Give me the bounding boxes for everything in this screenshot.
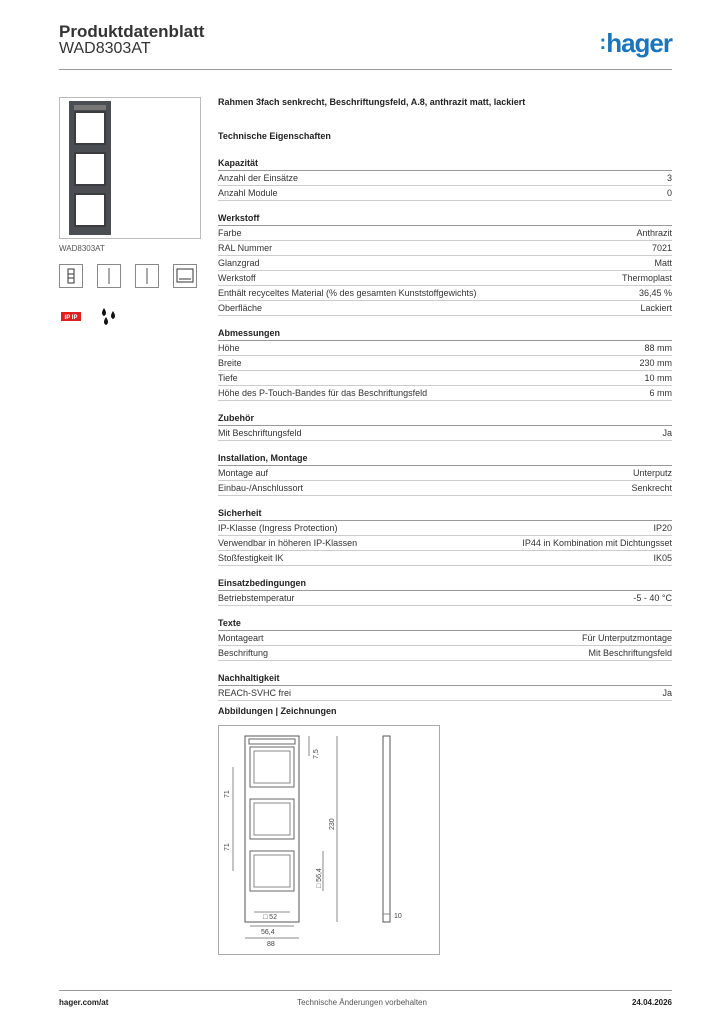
spec-label: Tiefe <box>218 373 238 383</box>
footer-disclaimer: Technische Änderungen vorbehalten <box>297 998 427 1007</box>
spec-label: Werkstoff <box>218 273 256 283</box>
spec-label: Anzahl der Einsätze <box>218 173 299 183</box>
product-image <box>59 97 201 239</box>
spec-row <box>218 686 672 701</box>
spec-label: Glanzgrad <box>218 258 260 268</box>
group-heading: Werkstoff <box>218 211 672 226</box>
spec-row <box>218 481 672 496</box>
spec-row <box>218 371 672 386</box>
spec-label: Breite <box>218 358 242 368</box>
spec-value: 7021 <box>651 243 672 253</box>
spec-label: Oberfläche <box>218 303 263 313</box>
spec-label: Montageart <box>218 633 264 643</box>
product-image-caption: WAD8303AT <box>59 244 105 253</box>
spec-label: Einbau-/Anschlussort <box>218 483 304 493</box>
spec-label: REACh-SVHC frei <box>218 688 292 698</box>
spec-row <box>218 271 672 286</box>
page-title: Produktdatenblatt <box>59 22 205 41</box>
spec-label: Anzahl Module <box>218 188 278 198</box>
svg-text:IP IP: IP IP <box>64 315 78 321</box>
spec-value: IK05 <box>653 553 672 563</box>
spec-label: Höhe des P-Touch-Bandes für das Beschriftungsfeld <box>218 388 428 398</box>
spec-row <box>218 631 672 646</box>
side-view-alt-icon[interactable] <box>135 264 159 288</box>
spec-row <box>218 591 672 606</box>
spec-label: Mit Beschriftungsfeld <box>218 428 302 438</box>
dim-7-5: 7,5 <box>313 749 320 759</box>
dim-10: 10 <box>394 913 402 920</box>
drawing-title: Abbildungen | Zeichnungen <box>218 706 337 716</box>
spec-row <box>218 241 672 256</box>
spec-value: 36,45 % <box>638 288 672 298</box>
group-heading: Einsatzbedingungen <box>218 576 672 591</box>
spec-value: 6 mm <box>649 388 672 398</box>
spec-label: Montage auf <box>218 468 269 478</box>
spec-value: Senkrecht <box>631 483 672 493</box>
group-heading: Abmessungen <box>218 326 672 341</box>
spec-row <box>218 386 672 401</box>
spec-value: 3 <box>666 173 672 183</box>
spec-value: 88 mm <box>644 343 672 353</box>
spec-row <box>218 226 672 241</box>
product-number: WAD8303AT <box>59 40 151 57</box>
group-heading: Texte <box>218 616 672 631</box>
group-heading: Nachhaltigkeit <box>218 671 672 686</box>
label-field-icon[interactable] <box>173 264 197 288</box>
spec-row <box>218 301 672 316</box>
spec-value: Ja <box>662 688 672 698</box>
dim-71-bottom: 71 <box>224 843 231 851</box>
spec-value: Anthrazit <box>636 228 672 238</box>
spec-value: Mit Beschriftungsfeld <box>588 648 672 658</box>
group-heading: Sicherheit <box>218 506 672 521</box>
spec-label: Beschriftung <box>218 648 269 658</box>
dim-230: 230 <box>329 818 336 830</box>
dim-71-top: 71 <box>224 790 231 798</box>
technical-drawing <box>218 725 440 955</box>
header-divider <box>59 69 672 70</box>
footer-website[interactable]: hager.com/at <box>59 998 109 1007</box>
dim-56-4: 56,4 <box>261 929 275 936</box>
spec-label: Farbe <box>218 228 242 238</box>
spec-label: Höhe <box>218 343 240 353</box>
side-view-icon[interactable] <box>97 264 121 288</box>
spec-value: -5 - 40 °C <box>633 593 672 603</box>
spec-row <box>218 466 672 481</box>
spec-value: 10 mm <box>644 373 672 383</box>
spec-row <box>218 646 672 661</box>
section-title: Technische Eigenschaften <box>218 131 331 141</box>
spec-value: 230 mm <box>639 358 672 368</box>
spec-row <box>218 426 672 441</box>
group-heading: Kapazität <box>218 156 672 171</box>
footer-divider <box>59 990 672 991</box>
spec-label: Stoßfestigkeit IK <box>218 553 284 563</box>
spec-value: Matt <box>654 258 672 268</box>
group-heading: Installation, Montage <box>218 451 672 466</box>
spec-label: Enthält recyceltes Material (% des gesamten Kunststoffgewichts) <box>218 288 477 298</box>
spec-label: Verwendbar in höheren IP-Klassen <box>218 538 358 548</box>
footer-date: 24.04.2026 <box>631 998 672 1007</box>
spec-label: IP-Klasse (Ingress Protection) <box>218 523 338 533</box>
spec-value: IP20 <box>653 523 672 533</box>
spec-table <box>218 156 672 701</box>
spec-row <box>218 256 672 271</box>
dim-56-4-vertical: □ 56,4 <box>316 868 323 888</box>
spec-value: 0 <box>666 188 672 198</box>
spec-value: Lackiert <box>640 303 672 313</box>
product-description: Rahmen 3fach senkrecht, Beschriftungsfeld, A.8, anthrazit matt, lackiert <box>218 97 526 107</box>
spec-value: Thermoplast <box>621 273 672 283</box>
spec-row <box>218 521 672 536</box>
spec-row <box>218 171 672 186</box>
spec-value: Für Unterputzmontage <box>581 633 672 643</box>
spec-row <box>218 341 672 356</box>
spec-value: Unterputz <box>632 468 672 478</box>
spec-label: Betriebstemperatur <box>218 593 295 603</box>
frame-vertical-icon[interactable] <box>59 264 83 288</box>
spec-value: Ja <box>662 428 672 438</box>
spec-row <box>218 356 672 371</box>
hager-logo: :hager <box>599 28 672 58</box>
dim-88: 88 <box>267 941 275 948</box>
spec-row <box>218 186 672 201</box>
spec-row <box>218 551 672 566</box>
spec-row <box>218 536 672 551</box>
spec-label: RAL Nummer <box>218 243 273 253</box>
water-drops-icon[interactable] <box>97 304 121 328</box>
group-heading: Zubehör <box>218 411 672 426</box>
ip-rating-icon[interactable] <box>59 304 83 328</box>
spec-value: IP44 in Kombination mit Dichtungsset <box>522 538 672 548</box>
dim-52: □ 52 <box>263 914 277 921</box>
spec-row <box>218 286 672 301</box>
